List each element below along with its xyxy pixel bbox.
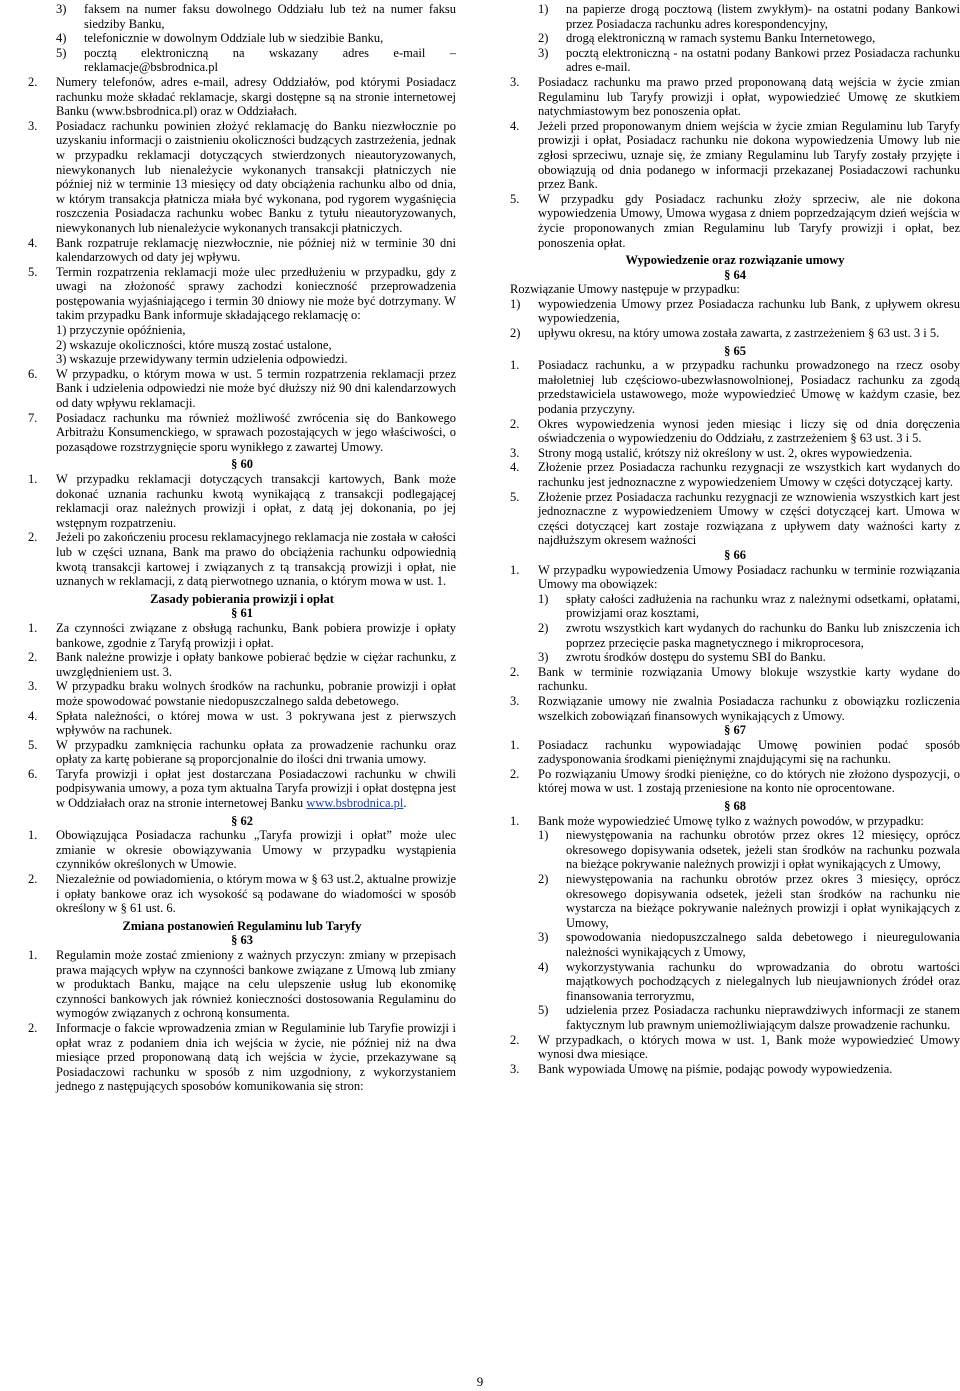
item-number: 4.: [28, 235, 38, 250]
item-number: 7.: [28, 410, 38, 425]
item-text: spowodowania niedopuszczalnego salda debetowego i nieuregulowania należności wynikających z Umowy,: [566, 930, 960, 959]
item-text: Po rozwiązaniu Umowy środki pieniężne, co do których nie złożono dyspozycji, o której mowa w ust. 1 zostają przeniesione na konto nie oprocentowane.: [538, 766, 960, 796]
item-text: Bank wypowiada Umowę na piśmie, podając powody wypowiedzenia.: [538, 1061, 893, 1076]
item-number: 3.: [510, 693, 520, 708]
item-text: 1) przyczynie opóźnienia,: [56, 323, 186, 338]
item-number: 5.: [28, 264, 38, 279]
item-number: 3.: [28, 679, 38, 694]
sub-list-item: [510, 46, 960, 75]
item-text: Niezależnie od powiadomienia, o którym mowa w § 63 ust.2, aktualne prowizje i opłaty bankowe oraz ich wysokość są podawane do wiadomości w sposób określony w § 61 ust. 6.: [56, 872, 456, 916]
item-number: 1): [538, 828, 549, 843]
numbered-item: [510, 119, 960, 192]
paragraph-number: § 64: [724, 267, 746, 282]
item-text: na papierze drogą pocztową (listem zwykłym)- na ostatni podany Bankowi przez Posiadacza rachunku adres korespondencyjny,: [566, 2, 960, 31]
item-text: Strony mogą ustalić, krótszy niż określony w ust. 2, okres wypowiedzenia.: [538, 445, 913, 460]
numbered-item: [28, 709, 456, 738]
sub-list-item: [510, 828, 960, 872]
numbered-item: [28, 872, 456, 916]
item-text: Złożenie przez Posiadacza rachunku rezygnacji ze wszystkich kart wydanych do rachunku jest jednoznaczne z wypowiedzeniem Umowy w części dotyczącej karty.: [538, 460, 960, 489]
item-number: 4.: [510, 460, 520, 475]
item-number: 4): [538, 959, 549, 974]
numbered-item: [510, 767, 960, 796]
item-number: 3.: [510, 445, 520, 460]
item-number: 1): [510, 296, 521, 311]
numbered-item: [510, 1033, 960, 1062]
item-text: Złożenie przez Posiadacza rachunku rezygnacji ze wznowienia wszystkich kart jest jednoznaczne z wypowiedzeniem Umowy w części dotyczącej kart. Umowa w części dotyczącej kart zostaje rozwiązana z upływem daty ważności karty z najdłuższym okresem ważności: [538, 489, 960, 548]
numbered-item: [28, 828, 456, 872]
section-heading: Zmiana postanowień Regulaminu lub Taryfy: [122, 918, 362, 933]
sub-list-item: [28, 46, 456, 75]
numbered-item: [28, 1021, 456, 1094]
paragraph-number: § 67: [724, 723, 746, 738]
item-text: zwrotu środków dostępu do systemu SBI do Banku.: [566, 650, 826, 665]
numbered-item: [510, 326, 960, 341]
item-number: 4.: [510, 118, 520, 133]
numbered-item: [510, 358, 960, 416]
item-text: W przypadku braku wolnych środków na rachunku, pobranie prowizji i opłat może spowodować powstanie niedopuszczalnego salda debetowego.: [56, 679, 456, 708]
item-text: zwrotu wszystkich kart wydanych do rachunku do Banku lub zniszczenia ich poprzez przecięcie paska magnetycznego i mikroprocesora,: [566, 620, 960, 650]
item-text: Bank w terminie rozwiązania Umowy blokuje wszystkie karty wydane do rachunku.: [538, 664, 960, 694]
sub-list-item: [510, 592, 960, 621]
item-number: 1.: [28, 620, 38, 635]
item-number: 1.: [510, 562, 520, 577]
section-heading: Zasady pobierania prowizji i opłat: [150, 591, 334, 606]
item-text: Regulamin może zostać zmieniony z ważnych przyczyn: zmiany w przepisach prawa mających wpływ na czynności bankowe związane z Umową lub zmiany w produktach Banku, mające na celu ulepszenie usług lub ekonomikę czynności bankowych jak również konieczności dostosowania Regulaminu do wymogów związanych z ochroną konsumenta.: [56, 948, 456, 1021]
item-number: 3.: [510, 74, 520, 89]
numbered-item: [510, 417, 960, 446]
item-text: faksem na numer faksu dowolnego Oddziału lub też na numer faksu siedziby Banku,: [84, 2, 456, 31]
paragraph-number: § 68: [724, 799, 746, 814]
numbered-item: [510, 665, 960, 694]
item-number: 3): [538, 45, 549, 60]
item-number: 3.: [28, 118, 38, 133]
sub-list-item: [510, 650, 960, 665]
item-text: Posiadacz rachunku, a w przypadku rachunku prowadzonego na rzecz osoby małoletniej lub częściowo-ubezwłasnowolnionej, Posiadacz rachunku za zgodą przedstawiciela ustawowego, może wypowiedzieć Umowę w każdym czasie, bez podania przyczyny.: [538, 358, 960, 417]
item-number: 5.: [510, 191, 520, 206]
numbered-item: [28, 367, 456, 411]
item-text: telefonicznie w dowolnym Oddziale lub w siedzibie Banku,: [84, 31, 384, 46]
page-number: 9: [476, 1374, 484, 1389]
numbered-item: [28, 738, 456, 767]
sub-list-item: [510, 2, 960, 31]
numbered-item: [510, 297, 960, 326]
item-number: 4.: [28, 708, 38, 723]
item-text: 3) wskazuje przewidywany termin udzielenia odpowiedzi.: [56, 352, 348, 367]
item-number: 3): [538, 930, 549, 945]
item-number: 1): [538, 2, 549, 16]
paragraph-number: § 62: [231, 813, 253, 828]
numbered-item: [28, 323, 456, 338]
item-text: wypowiedzenia Umowy przez Posiadacza rachunku lub Bank, z upływem okresu wypowiedzenia,: [538, 296, 960, 326]
item-text: Bank rozpatruje reklamację niezwłocznie, nie później niż w terminie 30 dni kalendarzowych od daty jej wpływu.: [56, 235, 456, 265]
body-text: Rozwiązanie Umowy następuje w przypadku:: [510, 282, 740, 297]
sub-list-item: [28, 2, 456, 31]
item-number: 5.: [510, 489, 520, 504]
item-number: 2.: [28, 74, 38, 89]
numbered-item: [510, 490, 960, 548]
item-number: 1): [538, 591, 549, 606]
item-number: 5): [56, 45, 67, 60]
sub-list-item: [510, 1003, 960, 1032]
item-text: W przypadku reklamacji dotyczących transakcji kartowych, Bank może dokonać uznania rachunku kwotą wynikającą z transakcji podlegającej reklamacji oraz należnych prowizji i opłat, z datą jej dokonania, po jej wstępnym rozpatrzeniu.: [56, 472, 456, 530]
item-text: Posiadacz rachunku ma również możliwość zwrócenia się do Bankowego Arbitrażu Konsumenckiego, w sprawach pozostających w jego właściwości, o pozasądowe rozstrzygnięcie sporu wynikłego z zawartej Umowy.: [56, 410, 456, 454]
paragraph-number: § 65: [724, 343, 746, 358]
item-text: Posiadacz rachunku ma prawo przed proponowaną datą wejścia w życie zmian Regulaminu lub Taryfy prowizji i opłat, wypowiedzieć Umowę ze skutkiem natychmiastowym bez ponoszenia opłat.: [538, 74, 960, 119]
bank-website-link[interactable]: www.bsbrodnica.pl: [306, 796, 404, 811]
item-text: W przypadku gdy Posiadacz rachunku złoży sprzeciw, ale nie dokona wypowiedzenia Umowy, Umowa wygasa z dniem poprzedzającym dzień wejścia w życie proponowanych zmian Regulaminu lub Taryfy prowizji i opłat, bez ponoszenia opłat.: [538, 191, 960, 250]
item-text: Termin rozpatrzenia reklamacji może ulec przedłużeniu w przypadku, gdy z uwagi na złożoność sprawy zachodzi konieczność przeprowadzenia postępowania wyjaśniającego i termin 30 dniowy nie może być dotrzymany. W takim przypadku Bank informuje składającego reklamację o:: [56, 264, 456, 323]
item-text: Posiadacz rachunku powinien złożyć reklamację do Banku niezwłocznie po uzyskaniu informacji o zaistnieniu okoliczności budzących zastrzeżenia, jednak w przypadku reklamacji dotyczących stwierdzonych nieautoryzowanych, niewykonanych lub nienależycie wykonanych transakcji płatniczych nie później niż w terminie 13 miesięcy od daty obciążenia rachunku albo od dnia, w którym transakcja płatnicza miała być wykonana, pod rygorem wygaśnięcia roszczenia Posiadacza rachunku wobec Banku z tytułu nieautoryzowanych, niewykonanych lub nienależycie wykonanych transakcji płatniczych.: [56, 118, 456, 235]
item-text-tail: .: [403, 796, 407, 811]
item-number: 3): [538, 650, 549, 665]
item-number: 1.: [510, 737, 520, 752]
paragraph-number: § 63: [231, 933, 253, 948]
numbered-item: [510, 563, 960, 592]
item-text: pocztą elektroniczną - na ostatni podany Bankowi przez Posiadacza rachunku adres e-mail.: [566, 45, 960, 75]
numbered-item: [28, 948, 456, 1021]
item-text: Rozwiązanie umowy nie zwalnia Posiadacza rachunku z obowiązku rozliczenia wszelkich zobowiązań finansowych wynikających z Umowy.: [538, 693, 960, 723]
item-number: 2.: [28, 872, 38, 887]
item-text: Informacje o fakcie wprowadzenia zmian w Regulaminie lub Taryfie prowizji i opłat wraz z podaniem dnia ich wejścia w życie, nie później niż na dwa miesiące przed proponowaną datą ich wejścia w życie, przekazywane są Posiadaczowi rachunku w sposób z nim uzgodniony, z wykorzystaniem jednego z następujących sposobów komunikowania się stron:: [56, 1020, 456, 1094]
sub-list-item: [510, 872, 960, 930]
item-text: Numery telefonów, adres e-mail, adresy Oddziałów, pod którymi Posiadacz rachunku może składać reklamacje, skargi dostępne są na stronie internetowej Banku (www.bsbrodnica.pl) oraz w Oddziałach.: [56, 74, 456, 119]
item-number: 3): [56, 2, 67, 16]
item-number: 1.: [510, 813, 520, 828]
item-text: wykorzystywania rachunku do wprowadzania do obrotu wartości majątkowych pochodzących z nielegalnych lub nieujawnionych źródeł oraz finansowania terroryzmu,: [566, 959, 960, 1003]
item-number: 1.: [28, 472, 38, 486]
item-number: 2.: [510, 1032, 520, 1047]
item-number: 6.: [28, 366, 38, 381]
numbered-item: [28, 472, 456, 530]
item-number: 5.: [28, 737, 38, 752]
item-number: 2): [538, 31, 549, 46]
section-heading: Wypowiedzenie oraz rozwiązanie umowy: [625, 253, 845, 268]
sub-list-item: [510, 930, 960, 959]
numbered-item: [28, 236, 456, 265]
item-number: 1.: [510, 358, 520, 373]
numbered-item: [510, 446, 960, 461]
numbered-item: [28, 352, 456, 367]
numbered-item: [28, 338, 456, 353]
item-text: W przypadku, o którym mowa w ust. 5 termin rozpatrzenia reklamacji przez Bank i udzielenia odpowiedzi nie może być dłuższy niż 90 dni kalendarzowych od daty wpływu reklamacji.: [56, 366, 456, 411]
item-text: Za czynności związane z obsługą rachunku, Bank pobiera prowizje i opłaty bankowe, zgodnie z Taryfą prowizji i opłat.: [56, 620, 456, 650]
numbered-item: [28, 650, 456, 679]
item-text: Taryfa prowizji i opłat jest dostarczana Posiadaczowi rachunku w chwili podpisywania umowy, a poza tym aktualna Taryfa prowizji i opłat dostępna jest w Oddziałach oraz na stronie internetowej Banku: [56, 766, 456, 811]
item-text: Obowiązująca Posiadacza rachunku „Taryfa prowizji i opłat” może ulec zmianie w okresie obowiązywania Umowy w przypadku wystąpienia czynników określonych w Umowie.: [56, 828, 456, 872]
numbered-item: [28, 75, 456, 119]
item-text: niewystępowania na rachunku obrotów przez okres 12 miesięcy, oprócz okresowego dopisywania odsetek, jeżeli stan środków na rachunku pozwala na bieżące pokrywanie należnych prowizji i opłat wynikających z Umowy,: [566, 828, 960, 872]
item-text: W przypadkach, o których mowa w ust. 1, Bank może wypowiedzieć Umowy wynosi dwa miesiące.: [538, 1032, 960, 1062]
numbered-item: [28, 411, 456, 455]
item-text: Okres wypowiedzenia wynosi jeden miesiąc i liczy się od dnia doręczenia oświadczenia o wypowiedzeniu do Oddziału, z zastrzeżeniem § 63 ust. 3 i 5.: [538, 416, 960, 446]
paragraph-number: § 66: [724, 547, 746, 562]
numbered-item: [510, 814, 960, 829]
numbered-item: [510, 75, 960, 119]
sub-list-item: [510, 960, 960, 1004]
numbered-item: [510, 460, 960, 489]
item-text: udzielenia przez Posiadacza rachunku nieprawdziwych informacji ze stanem faktycznym lub prawnym uniemożliwiającym dalsze prowadzenie rachunku.: [566, 1003, 960, 1032]
item-number: 2): [538, 872, 549, 887]
numbered-item: [28, 679, 456, 708]
item-text: W przypadku zamknięcia rachunku opłata za prowadzenie rachunku oraz opłaty za kartę pobierane są proporcjonalnie do ilości dni trwania umowy.: [56, 737, 456, 767]
numbered-item: [28, 530, 456, 588]
item-number: 1.: [28, 828, 38, 843]
item-text: Posiadacz rachunku wypowiadając Umowę powinien podać sposób zadysponowania środkami pieniężnymi znajdującymi się na rachunku.: [538, 737, 960, 767]
item-text: spłaty całości zadłużenia na rachunku wraz z należnymi odsetkami, opłatami, prowizjami oraz kosztami,: [566, 591, 960, 621]
item-text: pocztą elektroniczną na wskazany adres e-mail – reklamacje@bsbrodnica.pl: [84, 45, 456, 75]
item-number: 2): [510, 326, 521, 341]
item-number: 1.: [28, 948, 38, 962]
item-text: Bank może wypowiedzieć Umowę tylko z ważnych powodów, w przypadku:: [538, 813, 924, 828]
item-text: W przypadku wypowiedzenia Umowy Posiadacz rachunku w terminie rozwiązania Umowy ma obowiązek:: [538, 562, 960, 592]
sub-list-item: [510, 621, 960, 650]
paragraph-number: § 60: [231, 457, 253, 472]
item-number: 2.: [510, 766, 520, 781]
item-number: 6.: [28, 766, 38, 781]
sub-list-item: [28, 31, 456, 46]
numbered-item: [28, 265, 456, 323]
sub-list-item: [510, 31, 960, 46]
numbered-item: [28, 767, 456, 811]
numbered-item: [28, 119, 456, 236]
paragraph-number: § 61: [231, 606, 253, 621]
item-text: 2) wskazuje okoliczności, które muszą zostać ustalone,: [56, 337, 332, 352]
item-number: 4): [56, 31, 67, 46]
item-number: 2.: [510, 664, 520, 679]
item-number: 2.: [510, 416, 520, 431]
item-number: 2): [538, 620, 549, 635]
item-number: 5): [538, 1003, 549, 1018]
item-number: 2.: [28, 530, 38, 545]
item-number: 2.: [28, 650, 38, 665]
numbered-item: [510, 192, 960, 250]
item-text: Jeżeli po zakończeniu procesu reklamacyjnego reklamacja nie została w całości lub w części uznana, Bank ma prawo do obciążenia rachunku odpowiednią kwotą transakcji kartowej i związanych z tą transakcją prowizji i opłat, nie uznanych w reklamacji, z datą pierwotnego uznania, o którym mowa w ust. 1.: [56, 530, 456, 589]
item-text: upływu okresu, na który umowa została zawarta, z zastrzeżeniem § 63 ust. 3 i 5.: [538, 326, 940, 341]
item-text: niewystępowania na rachunku obrotów przez okres 3 miesięcy, oprócz okresowego dopisywania odsetek, jeżeli stan środków na rachunku nie wystarcza na bieżące pokrywanie należnych prowizji i opłat wynikających z Umowy,: [566, 872, 960, 930]
right-column: [510, 2, 960, 1076]
item-number: 3.: [510, 1061, 520, 1076]
item-text: Bank należne prowizje i opłaty bankowe pobierać będzie w ciężar rachunku, z uwzględnieniem ust. 3.: [56, 650, 456, 679]
left-column: [28, 2, 456, 1094]
numbered-item: [510, 1062, 960, 1077]
item-text: Spłata należności, o której mowa w ust. 3 pokrywana jest z pierwszych wpływów na rachunek.: [56, 708, 456, 738]
item-number: 2.: [28, 1020, 38, 1035]
numbered-item: [510, 738, 960, 767]
numbered-item: [510, 694, 960, 723]
numbered-item: [28, 621, 456, 650]
item-text: drogą elektroniczną w ramach systemu Banku Internetowego,: [566, 31, 876, 46]
item-text: Jeżeli przed proponowanym dniem wejścia w życie zmian Regulaminu lub Taryfy prowizji i opłat, Posiadacz rachunku nie dokona wypowiedzenia Umowy lub nie zgłosi sprzeciwu, uznaje się, że zmiany Regulaminu lub Taryfy zostały przyjęte i obowiązują od dnia podanego w informacji przekazanej Posiadaczowi rachunku przez Bank.: [538, 118, 960, 192]
